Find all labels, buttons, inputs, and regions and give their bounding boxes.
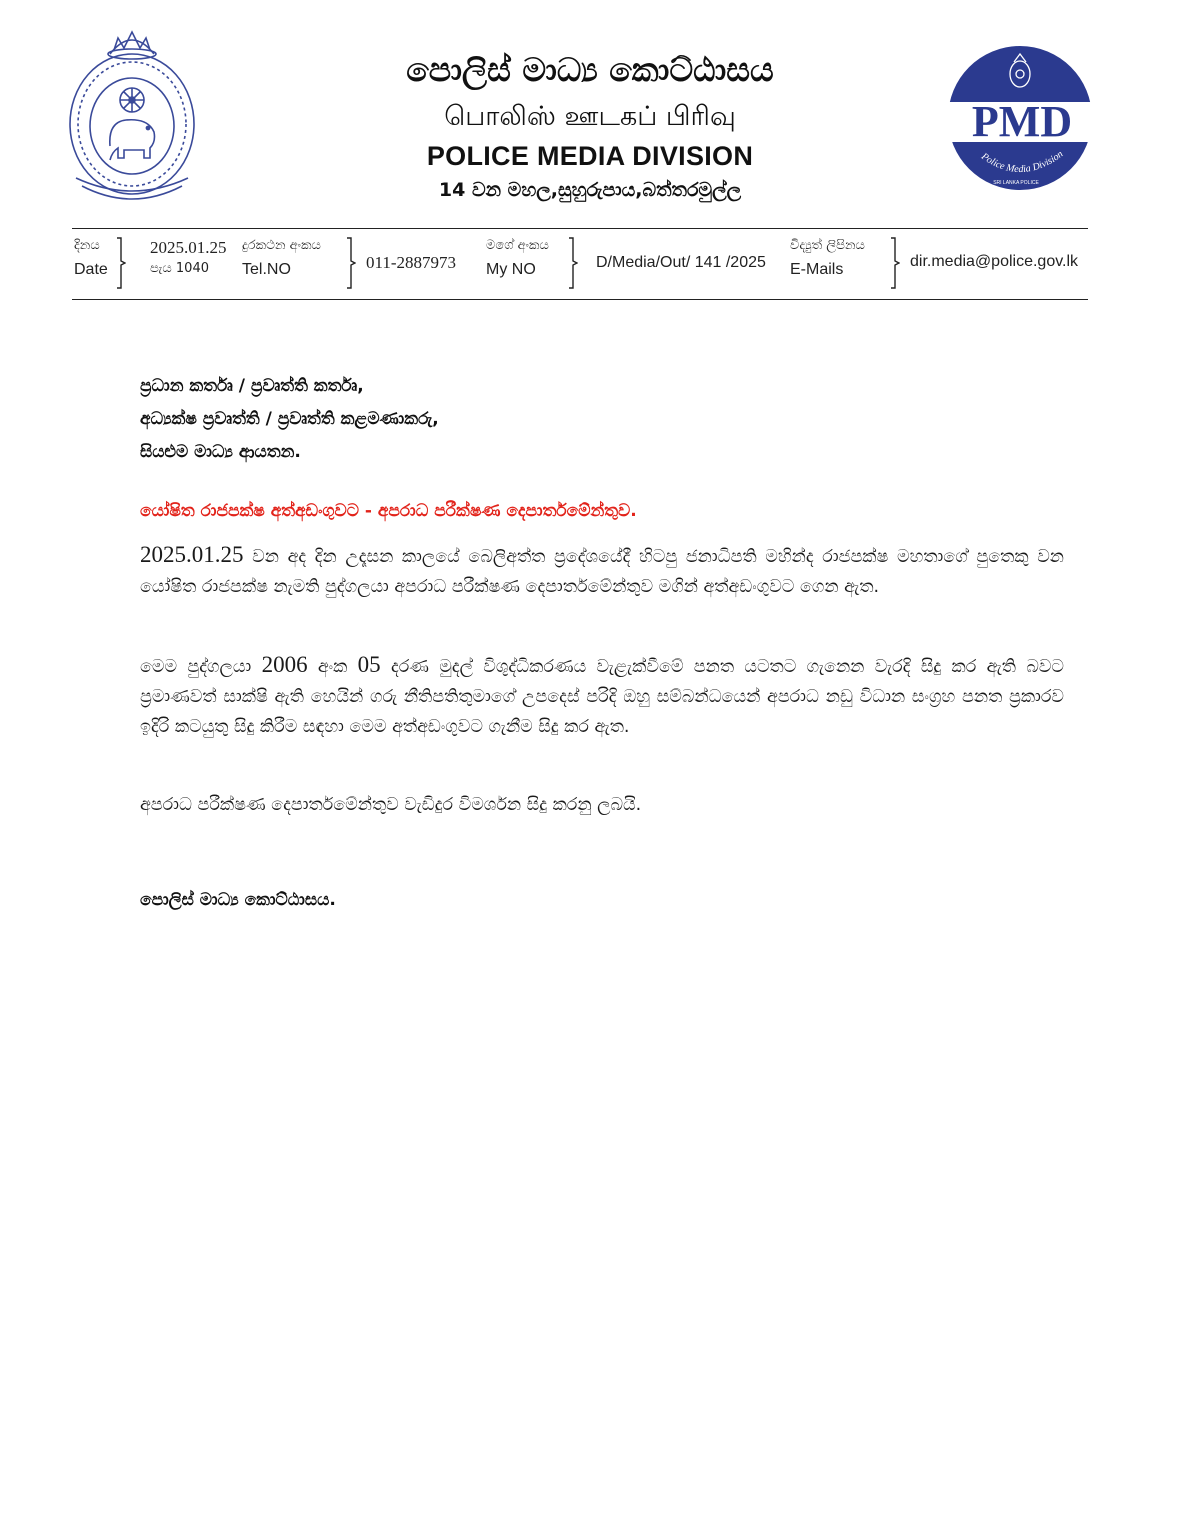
body-paragraph-3: අපරාධ පරීක්ෂණ දෙපාර්තමේන්තුව වැඩිදුර විමර්ශන සිදු කරනු ලබයි.	[140, 795, 642, 815]
paragraph-text: මෙම පුද්ගලයා	[140, 657, 262, 677]
pmd-logo-text: PMD	[971, 97, 1073, 146]
pmd-logo-subcaption: SRI LANKA POLICE	[993, 180, 1039, 186]
my-no-value: D/Media/Out/ 141 /2025	[596, 254, 766, 271]
org-title-tamil: பொலிஸ் ஊடகப் பிரிவு	[444, 101, 736, 132]
paragraph-text: අංක	[307, 657, 358, 677]
police-crest-icon	[66, 28, 198, 204]
recipient-line: අධ්‍යක්ෂ ප්‍රවෘත්ති / ප්‍රවෘත්ති කළමණාකරු,	[140, 409, 439, 429]
email-label: විද්‍යුත් ලිපිනය E-Mails	[790, 238, 865, 278]
recipient-line: ප්‍රධාන කර්තෘ / ප්‍රවෘත්ති කර්තෘ,	[140, 376, 364, 396]
email-value: dir.media@police.gov.lk	[910, 253, 1079, 270]
tel-label: දුරකථන අංකය Tel.NO	[242, 238, 321, 278]
date-value: 2025.01.25 පැය 1040	[150, 238, 227, 276]
date-label: දිනය Date	[74, 238, 108, 278]
paragraph-date: 2025.01.25	[140, 542, 244, 567]
pmd-logo-caption: Police Media Division	[979, 148, 1066, 176]
brace-email	[890, 237, 900, 289]
brace-my-no	[568, 237, 578, 289]
body-paragraph-2	[140, 650, 1064, 742]
my-no-label: මගේ අංකය My NO	[486, 238, 549, 278]
paragraph-text: දරණ මුදල් විශුද්ධිකරණය වැළැක්වීමේ පනත යටතට ගැනෙන වැරදි සිදු කර ඇති බවට ප්‍රමාණවත් සාක්ෂි ඇති හෙයින් ගරු නීතිපතිතුමාගේ උපදෙස් පරිදි ඔහු සම්බන්ධයෙන් අපරාධ නඩු විධාන සංග්‍රහ පනත ප්‍රකාරව ඉදිරි කටයුතු සිදු කිරීම සඳහා මෙම අත්අඩංගුවට ගැනීම සිදු කර ඇත.	[140, 657, 1065, 737]
paragraph-text: වන අද දින උදෑසන කාලයේ බෙලිඅත්ත ප්‍රදේශයේදී හිටපු ජනාධිපති මහින්ද රාජපක්ෂ මහතාගේ පුතෙකු වන යෝෂිත රාජපක්ෂ නැමති පුද්ගලයා අපරාධ පරීක්ෂණ දෙපාර්තමේන්තුව මගින් අත්අඩංගුවට ගෙන ඇත.	[140, 547, 1064, 597]
org-title-sinhala: පොලිස් මාධ්‍ය කොට්ඨාසය	[406, 50, 774, 89]
header-rule-top	[72, 228, 1088, 229]
subject-heading: යෝෂිත රාජපක්ෂ අත්අඩංගුවට - අපරාධ පරීක්ෂණ දෙපාර්තමේන්තුව.	[140, 501, 637, 521]
recipients-block	[140, 370, 940, 469]
tel-value: 011-2887973	[366, 253, 457, 272]
header-rule-bottom	[72, 299, 1088, 300]
brace-date	[116, 237, 126, 289]
signature: පොලිස් මාධ්‍ය කොට්ඨාසය.	[140, 890, 336, 910]
recipient-line: සියළුම මාධ්‍ය ආයතන.	[140, 442, 301, 462]
letterhead	[300, 48, 880, 204]
paragraph-year: 2006	[261, 652, 308, 677]
pmd-logo-icon	[944, 44, 1100, 194]
org-title-english: POLICE MEDIA DIVISION	[426, 141, 754, 171]
org-address: 14 වන මහල,සුහුරුපාය,බත්තරමුල්ල	[438, 179, 742, 201]
paragraph-number: 05	[357, 652, 381, 677]
body-paragraph-1	[140, 540, 1064, 602]
brace-tel	[346, 237, 356, 289]
